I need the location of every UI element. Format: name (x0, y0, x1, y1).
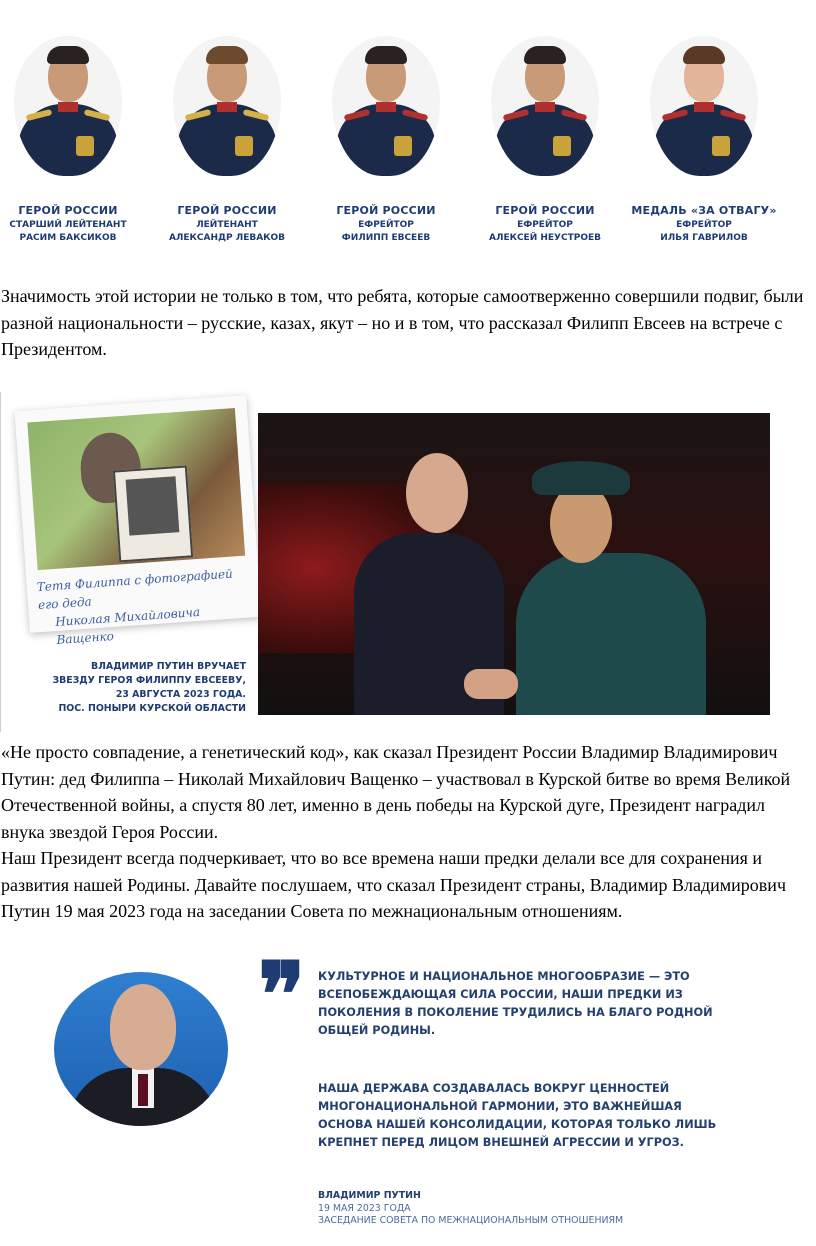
hero-rank: ЕФРЕЙТОР (358, 220, 414, 230)
photo-caption (24, 660, 246, 716)
hero-portrait (14, 36, 122, 176)
hero-title: ГЕРОЙ РОССИИ (336, 204, 436, 217)
polaroid-photo (15, 395, 262, 647)
paragraph-intro: Значимость этой истории не только в том, что ребята, которые самоотверженно совершили подвиг, были разной национальности – русские, казах, якут – но и в том, что рассказал Филипп Евсеев на встрече с Президентом. (1, 286, 804, 359)
paragraph-president-quote-intro: Наш Президент всегда подчеркивает, что во все времена наши предки делали все для сохранения и развития нашей Родины. Давайте послушаем, что сказал Президент страны, Владимир Владимирович Путин 19 мая 2023 года на заседании Совета по межнациональным отношениям. (1, 848, 786, 921)
hero-name: ФИЛИПП ЕВСЕЕВ (341, 233, 431, 243)
hero-portrait (491, 36, 599, 176)
photo-caption-line4: ПОС. ПОНЫРИ КУРСКОЙ ОБЛАСТИ (58, 703, 246, 714)
hero-card-5 (629, 36, 779, 243)
hero-card-3 (311, 36, 461, 243)
left-divider (0, 392, 1, 732)
polaroid-caption-line1: Тетя Филиппа с фотографией его деда (36, 566, 234, 613)
hero-rank: ЕФРЕЙТОР (676, 220, 732, 230)
hero-portrait (173, 36, 281, 176)
hero-portrait (650, 36, 758, 176)
photo-caption-line3: 23 АВГУСТА 2023 ГОДА. (115, 689, 246, 700)
aunt-with-portrait-image (27, 408, 245, 570)
paragraph-genetic-code: «Не просто совпадение, а генетический код», как сказал Президент России Владимир Владимирович Путин: дед Филиппа – Николай Михайлович Ващенко – участвовал в Курской битве во время Великой Отечественной войны, а спустя 80 лет, именно в день победы на Курской дуге, Президент наградил внука звездой Героя России. (1, 742, 791, 842)
quote-mark-icon: ❞ (258, 942, 306, 1046)
hero-title: МЕДАЛЬ «ЗА ОТВАГУ» (631, 204, 777, 217)
photo-caption-line1: ВЛАДИМИР ПУТИН ВРУЧАЕТ (91, 661, 246, 672)
hero-portrait (332, 36, 440, 176)
hero-card-2 (152, 36, 302, 243)
polaroid-caption (36, 563, 253, 650)
president-portrait (54, 972, 228, 1126)
quote-author: ВЛАДИМИР ПУТИН (318, 1190, 421, 1201)
hero-name: АЛЕКСЕЙ НЕУСТРОЕВ (489, 233, 601, 243)
hero-rank: СТАРШИЙ ЛЕЙТЕНАНТ (9, 220, 127, 230)
hero-rank: ЛЕЙТЕНАНТ (196, 220, 258, 230)
quote-event: ЗАСЕДАНИЕ СОВЕТА ПО МЕЖНАЦИОНАЛЬНЫМ ОТНОШЕНИЯМ (318, 1215, 624, 1226)
award-ceremony-photo (258, 413, 770, 715)
heroes-row (0, 36, 816, 256)
hero-title: ГЕРОЙ РОССИИ (495, 204, 595, 217)
hero-card-4 (470, 36, 620, 243)
hero-name: АЛЕКСАНДР ЛЕВАКОВ (168, 233, 286, 243)
quote-date: 19 МАЯ 2023 ГОДА (318, 1203, 411, 1214)
hero-card-1 (0, 36, 143, 243)
hero-title: ГЕРОЙ РОССИИ (177, 204, 277, 217)
hero-name: РАСИМ БАКСИКОВ (19, 233, 117, 243)
hero-name: ИЛЬЯ ГАВРИЛОВ (660, 233, 748, 243)
photo-caption-line2: ЗВЕЗДУ ГЕРОЯ ФИЛИППУ ЕВСЕЕВУ, (52, 675, 246, 686)
hero-title: ГЕРОЙ РОССИИ (18, 204, 118, 217)
quote-text-1: КУЛЬТУРНОЕ И НАЦИОНАЛЬНОЕ МНОГООБРАЗИЕ — ЭТО ВСЕПОБЕЖДАЮЩАЯ СИЛА РОССИИ, НАШИ ПРЕДКИ ИЗ ПОКОЛЕНИЯ В ПОКОЛЕНИЕ ТРУДИЛИСЬ НА БЛАГО РОДНОЙ ОБЩЕЙ РОДИНЫ. (318, 970, 713, 1037)
polaroid-caption-line2: Николая Михайловича Ващенко (54, 604, 201, 647)
quote-text-2: НАША ДЕРЖАВА СОЗДАВАЛАСЬ ВОКРУГ ЦЕННОСТЕЙ МНОГОНАЦИОНАЛЬНОЙ ГАРМОНИИ, ЭТО ВАЖНЕЙШАЯ ОСНОВА НАШЕЙ КОНСОЛИДАЦИИ, КОТОРАЯ ТОЛЬКО ЛИШЬ КРЕПНЕТ ПЕРЕД ЛИЦОМ ВНЕШНЕЙ АГРЕССИИ И УГРОЗ. (318, 1082, 717, 1149)
hero-rank: ЕФРЕЙТОР (517, 220, 573, 230)
